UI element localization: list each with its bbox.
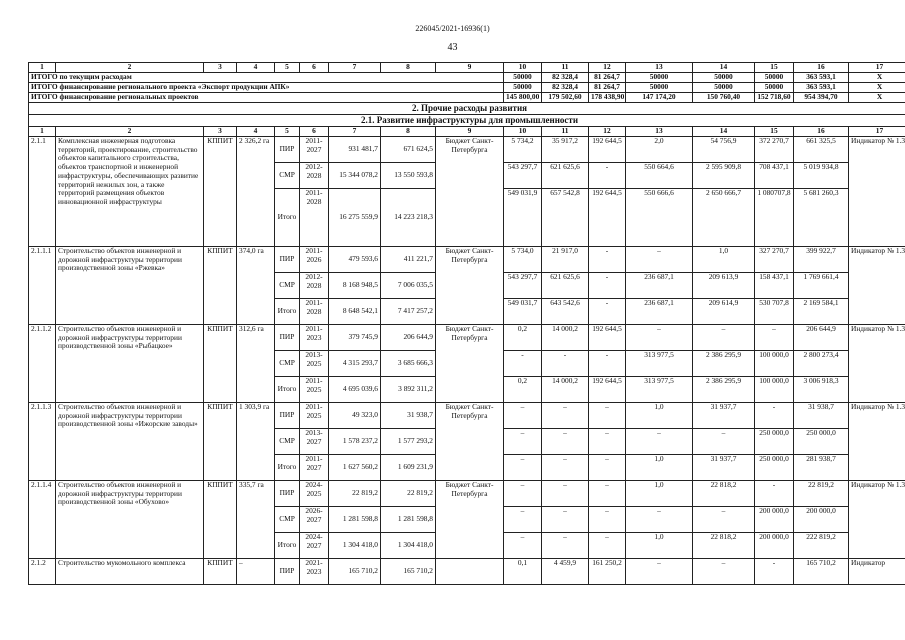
stage-value: 158 437,1 <box>755 273 794 299</box>
stage-value: 22 819,2 <box>794 481 849 507</box>
row-source: Бюджет Санкт-Петербурга <box>436 481 504 559</box>
stage-total-cost: 1 627 560,2 <box>329 455 381 481</box>
stage-value: 192 644,5 <box>589 377 626 403</box>
stage-type: Итого <box>275 299 300 325</box>
stage-type: ПИР <box>275 137 300 163</box>
row-source: Бюджет Санкт-Петербурга <box>436 403 504 481</box>
column-number: 12 <box>589 63 626 73</box>
column-number: 15 <box>755 63 794 73</box>
stage-type: СМР <box>275 351 300 377</box>
stage-value: – <box>626 429 693 455</box>
stage-value: - <box>504 351 542 377</box>
stage-total-cost: 379 745,9 <box>329 325 381 351</box>
stage-value: 2,0 <box>626 137 693 163</box>
stage-value: - <box>589 247 626 273</box>
row-organization: КППИТ <box>204 481 237 559</box>
stage-value: 2 169 584,1 <box>794 299 849 325</box>
column-number: 8 <box>381 127 436 137</box>
stage-remaining-cost: 14 223 218,3 <box>381 189 436 247</box>
stage-value: 31 938,7 <box>794 403 849 429</box>
stage-type: ПИР <box>275 403 300 429</box>
row-indicator: Индикатор № 1.3 <box>849 325 905 403</box>
stage-value: 100 000,0 <box>755 377 794 403</box>
summary-value: 954 394,70 <box>794 93 849 103</box>
stage-value: 621 625,6 <box>542 273 589 299</box>
row-organization: КППИТ <box>204 559 237 585</box>
stage-value: 14 000,2 <box>542 377 589 403</box>
column-number: 7 <box>329 127 381 137</box>
stage-value: – <box>504 533 542 559</box>
column-number: 1 <box>29 63 56 73</box>
stage-total-cost: 1 304 418,0 <box>329 533 381 559</box>
summary-value: 81 264,7 <box>589 83 626 93</box>
stage-value: – <box>589 481 626 507</box>
stage-value: 200 000,0 <box>755 507 794 533</box>
summary-value: 178 438,90 <box>589 93 626 103</box>
stage-value: – <box>693 429 755 455</box>
stage-value: 250 000,0 <box>755 455 794 481</box>
summary-value: 50000 <box>504 83 542 93</box>
stage-value: 31 937,7 <box>693 403 755 429</box>
stage-remaining-cost: 7 006 035,5 <box>381 273 436 299</box>
column-number: 5 <box>275 63 300 73</box>
stage-value: 1,0 <box>626 455 693 481</box>
row-name: Строительство объектов инженерной и дорожной инфраструктуры территории производственной зоны «Ижорские заводы» <box>56 403 204 481</box>
column-number: 5 <box>275 127 300 137</box>
column-number: 4 <box>237 127 275 137</box>
stage-type: Итого <box>275 189 300 247</box>
stage-type: Итого <box>275 455 300 481</box>
document-number: 226045/2021-16936(1) <box>415 24 490 33</box>
row-name: Комплексная инженерная подготовка территорий, проектирование, строительство объектов капитального строительства, объектов транспортной и инженерной инфраструктуры, обеспечивающих развитие территорий нежилых зон, а также территорий размещения объектов инновационной инфраструктуры <box>56 137 204 247</box>
summary-label: ИТОГО по текущим расходам <box>29 73 504 83</box>
stage-remaining-cost: 1 609 231,9 <box>381 455 436 481</box>
stage-value: 549 031,7 <box>504 299 542 325</box>
stage-value: – <box>504 481 542 507</box>
stage-value: 209 613,9 <box>693 273 755 299</box>
row-indicator: Индикатор № 1.3 <box>849 247 905 325</box>
stage-value: 5 734,2 <box>504 137 542 163</box>
stage-value: 621 625,6 <box>542 163 589 189</box>
row-indicator: Индикатор № 1.3 <box>849 137 905 247</box>
stage-total-cost: 15 344 078,2 <box>329 163 381 189</box>
stage-remaining-cost: 671 624,5 <box>381 137 436 163</box>
column-number: 9 <box>436 63 504 73</box>
subsection-title: 2.1. Развитие инфраструктуры для промышленности <box>29 115 905 127</box>
stage-value: – <box>589 507 626 533</box>
summary-value: 363 593,1 <box>794 83 849 93</box>
stage-value: – <box>626 247 693 273</box>
stage-type: СМР <box>275 163 300 189</box>
table-row <box>29 137 905 163</box>
table-row <box>29 325 905 351</box>
summary-label: ИТОГО финансирование регионального проекта «Экспорт продукции АПК» <box>29 83 504 93</box>
column-number: 10 <box>504 63 542 73</box>
stage-value: - <box>589 351 626 377</box>
stage-value: - <box>589 163 626 189</box>
column-number: 17 <box>849 63 905 73</box>
summary-value: 150 760,40 <box>693 93 755 103</box>
stage-remaining-cost: 31 938,7 <box>381 403 436 429</box>
stage-period: 2011-2026 <box>300 247 329 273</box>
stage-type: ПИР <box>275 247 300 273</box>
row-area: 374,0 га <box>237 247 275 325</box>
stage-value: 708 437,1 <box>755 163 794 189</box>
summary-value: 50000 <box>626 83 693 93</box>
table-row <box>29 481 905 507</box>
stage-value: 3 006 918,3 <box>794 377 849 403</box>
page-number: 43 <box>447 42 458 53</box>
column-number: 13 <box>626 63 693 73</box>
stage-value: 2 386 295,9 <box>693 377 755 403</box>
row-organization: КППИТ <box>204 403 237 481</box>
stage-value: – <box>589 455 626 481</box>
stage-type: СМР <box>275 507 300 533</box>
stage-remaining-cost: 206 644,9 <box>381 325 436 351</box>
stage-value: – <box>504 429 542 455</box>
stage-total-cost: 479 593,6 <box>329 247 381 273</box>
summary-row <box>29 73 905 83</box>
stage-value: 192 644,5 <box>589 325 626 351</box>
stage-value: 1,0 <box>626 481 693 507</box>
stage-total-cost: 22 819,2 <box>329 481 381 507</box>
stage-period: 2011-2028 <box>300 189 329 247</box>
stage-value: 643 542,6 <box>542 299 589 325</box>
row-area: 1 303,9 га <box>237 403 275 481</box>
stage-value: 161 250,2 <box>589 559 626 585</box>
stage-value: 313 977,5 <box>626 377 693 403</box>
stage-type: ПИР <box>275 481 300 507</box>
stage-value: 5 019 934,8 <box>794 163 849 189</box>
stage-value: 35 917,2 <box>542 137 589 163</box>
column-number: 11 <box>542 127 589 137</box>
row-number: 2.1.1 <box>29 137 56 247</box>
stage-value: - <box>755 403 794 429</box>
summary-value: 82 328,4 <box>542 73 589 83</box>
column-number: 1 <box>29 127 56 137</box>
row-name: Строительство объектов инженерной и дорожной инфраструктуры территории производственной зоны «Обухово» <box>56 481 204 559</box>
stage-value: 5 734,0 <box>504 247 542 273</box>
stage-value: 222 819,2 <box>794 533 849 559</box>
stage-value: 0,2 <box>504 377 542 403</box>
stage-value: 399 922,7 <box>794 247 849 273</box>
column-number: 3 <box>204 127 237 137</box>
stage-value: 1 080707,8 <box>755 189 794 247</box>
stage-remaining-cost: 7 417 257,2 <box>381 299 436 325</box>
stage-period: 2011-2027 <box>300 137 329 163</box>
stage-value: 661 325,5 <box>794 137 849 163</box>
stage-value: 0,1 <box>504 559 542 585</box>
row-area: – <box>237 559 275 585</box>
stage-total-cost: 8 168 948,5 <box>329 273 381 299</box>
stage-value: 281 938,7 <box>794 455 849 481</box>
stage-type: Итого <box>275 377 300 403</box>
stage-value: 206 644,9 <box>794 325 849 351</box>
stage-total-cost: 4 695 039,6 <box>329 377 381 403</box>
summary-value: 82 328,4 <box>542 83 589 93</box>
stage-value: 657 542,8 <box>542 189 589 247</box>
stage-period: 2011-2023 <box>300 325 329 351</box>
row-organization: КППИТ <box>204 137 237 247</box>
stage-value: 1,0 <box>693 247 755 273</box>
stage-value: - <box>589 273 626 299</box>
stage-value: 236 687,1 <box>626 299 693 325</box>
summary-mark: X <box>849 73 905 83</box>
column-number: 3 <box>204 63 237 73</box>
stage-total-cost: 931 481,7 <box>329 137 381 163</box>
stage-value: 4 459,9 <box>542 559 589 585</box>
stage-value: 0,2 <box>504 325 542 351</box>
stage-value: – <box>626 325 693 351</box>
stage-value: 543 297,7 <box>504 273 542 299</box>
stage-value: 2 650 666,7 <box>693 189 755 247</box>
section-title: 2. Прочие расходы развития <box>29 103 905 115</box>
table-row <box>29 559 905 585</box>
stage-value: 54 756,9 <box>693 137 755 163</box>
stage-value: 1,0 <box>626 403 693 429</box>
stage-value: – <box>542 533 589 559</box>
stage-value: – <box>504 455 542 481</box>
stage-value: – <box>542 507 589 533</box>
stage-value: 22 818,2 <box>693 533 755 559</box>
summary-label: ИТОГО финансирование региональных проектов <box>29 93 504 103</box>
stage-remaining-cost: 1 304 418,0 <box>381 533 436 559</box>
column-number: 17 <box>849 127 905 137</box>
stage-total-cost: 49 323,0 <box>329 403 381 429</box>
stage-value: 2 800 273,4 <box>794 351 849 377</box>
stage-value: – <box>626 559 693 585</box>
row-area: 312,6 га <box>237 325 275 403</box>
summary-value: 81 264,7 <box>589 73 626 83</box>
stage-total-cost: 8 648 542,1 <box>329 299 381 325</box>
stage-remaining-cost: 3 892 311,2 <box>381 377 436 403</box>
row-indicator: Индикатор <box>849 559 905 585</box>
row-number: 2.1.1.1 <box>29 247 56 325</box>
stage-period: 2013-2025 <box>300 351 329 377</box>
stage-type: СМР <box>275 429 300 455</box>
stage-type: СМР <box>275 273 300 299</box>
stage-remaining-cost: 13 550 593,8 <box>381 163 436 189</box>
stage-period: 2026-2027 <box>300 507 329 533</box>
row-source: Бюджет Санкт-Петербурга <box>436 247 504 325</box>
budget-table <box>28 62 905 585</box>
stage-value: – <box>693 507 755 533</box>
stage-remaining-cost: 1 577 293,2 <box>381 429 436 455</box>
stage-value: 192 644,5 <box>589 137 626 163</box>
stage-value: 14 000,2 <box>542 325 589 351</box>
stage-type: Итого <box>275 533 300 559</box>
stage-value: 543 297,7 <box>504 163 542 189</box>
column-number: 2 <box>56 127 204 137</box>
stage-value: 209 614,9 <box>693 299 755 325</box>
stage-value: - <box>542 351 589 377</box>
subsection-row <box>29 115 905 127</box>
stage-value: 100 000,0 <box>755 351 794 377</box>
column-number: 6 <box>300 63 329 73</box>
summary-value: 145 800,00 <box>504 93 542 103</box>
column-number: 16 <box>794 63 849 73</box>
stage-value: 165 710,2 <box>794 559 849 585</box>
column-number-row-repeat <box>29 127 905 137</box>
stage-total-cost: 165 710,2 <box>329 559 381 585</box>
row-source: Бюджет Санкт-Петербурга <box>436 137 504 247</box>
stage-value: 31 937,7 <box>693 455 755 481</box>
summary-row <box>29 83 905 93</box>
stage-value: 372 270,7 <box>755 137 794 163</box>
stage-type: ПИР <box>275 325 300 351</box>
column-number: 2 <box>56 63 204 73</box>
column-number: 6 <box>300 127 329 137</box>
column-number: 12 <box>589 127 626 137</box>
row-number: 2.1.1.3 <box>29 403 56 481</box>
column-number: 4 <box>237 63 275 73</box>
stage-value: 200 000,0 <box>794 507 849 533</box>
row-name: Строительство объектов инженерной и дорожной инфраструктуры территории производственной зоны «Ржевка» <box>56 247 204 325</box>
column-number: 9 <box>436 127 504 137</box>
summary-value: 50000 <box>693 83 755 93</box>
column-number: 7 <box>329 63 381 73</box>
summary-value: 50000 <box>626 73 693 83</box>
stage-period: 2011-2028 <box>300 299 329 325</box>
row-number: 2.1.1.2 <box>29 325 56 403</box>
stage-period: 2013-2027 <box>300 429 329 455</box>
stage-value: – <box>504 507 542 533</box>
stage-value: 313 977,5 <box>626 351 693 377</box>
summary-mark: X <box>849 83 905 93</box>
stage-remaining-cost: 1 281 598,8 <box>381 507 436 533</box>
stage-value: – <box>626 507 693 533</box>
row-organization: КППИТ <box>204 247 237 325</box>
stage-value: 250 000,0 <box>755 429 794 455</box>
stage-total-cost: 1 281 598,8 <box>329 507 381 533</box>
row-organization: КППИТ <box>204 325 237 403</box>
stage-remaining-cost: 3 685 666,3 <box>381 351 436 377</box>
stage-type: ПИР <box>275 559 300 585</box>
row-source: Бюджет Санкт-Петербурга <box>436 325 504 403</box>
summary-row <box>29 93 905 103</box>
stage-value: – <box>755 325 794 351</box>
stage-value: 327 270,7 <box>755 247 794 273</box>
row-name: Строительство объектов инженерной и дорожной инфраструктуры территории производственной зоны «Рыбацкое» <box>56 325 204 403</box>
column-number: 14 <box>693 63 755 73</box>
section-row <box>29 103 905 115</box>
table-row <box>29 403 905 429</box>
stage-period: 2021-2023 <box>300 559 329 585</box>
stage-period: 2012-2028 <box>300 273 329 299</box>
stage-value: 192 644,5 <box>589 189 626 247</box>
stage-value: – <box>589 533 626 559</box>
stage-period: 2011-2025 <box>300 403 329 429</box>
summary-value: 50000 <box>504 73 542 83</box>
stage-value: 550 666,6 <box>626 189 693 247</box>
row-name: Строительство мукомольного комплекса <box>56 559 204 585</box>
column-number: 10 <box>504 127 542 137</box>
summary-value: 147 174,20 <box>626 93 693 103</box>
row-source <box>436 559 504 585</box>
summary-value: 50000 <box>693 73 755 83</box>
column-number: 11 <box>542 63 589 73</box>
stage-value: 22 818,2 <box>693 481 755 507</box>
stage-value: 250 000,0 <box>794 429 849 455</box>
summary-value: 179 502,60 <box>542 93 589 103</box>
stage-total-cost: 1 578 237,2 <box>329 429 381 455</box>
column-number: 15 <box>755 127 794 137</box>
row-number: 2.1.1.4 <box>29 481 56 559</box>
summary-mark: X <box>849 93 905 103</box>
column-number: 14 <box>693 127 755 137</box>
stage-value: 550 664,6 <box>626 163 693 189</box>
row-area: 2 326,2 га <box>237 137 275 247</box>
stage-period: 2011-2025 <box>300 377 329 403</box>
stage-value: - <box>589 299 626 325</box>
stage-value: – <box>589 429 626 455</box>
stage-value: – <box>542 429 589 455</box>
stage-value: 530 707,8 <box>755 299 794 325</box>
stage-value: – <box>542 455 589 481</box>
stage-value: 1,0 <box>626 533 693 559</box>
stage-value: - <box>755 481 794 507</box>
stage-value: 5 681 260,3 <box>794 189 849 247</box>
stage-value: 1 769 661,4 <box>794 273 849 299</box>
table-row <box>29 247 905 273</box>
row-indicator: Индикатор № 1.3 <box>849 403 905 481</box>
stage-value: – <box>589 403 626 429</box>
stage-period: 2024-2025 <box>300 481 329 507</box>
stage-value: 2 595 909,8 <box>693 163 755 189</box>
stage-period: 2011-2027 <box>300 455 329 481</box>
summary-value: 152 718,60 <box>755 93 794 103</box>
stage-value: 236 687,1 <box>626 273 693 299</box>
row-area: 335,7 га <box>237 481 275 559</box>
column-number-row <box>29 63 905 73</box>
summary-value: 50000 <box>755 83 794 93</box>
stage-value: 549 031,9 <box>504 189 542 247</box>
stage-value: 2 386 295,9 <box>693 351 755 377</box>
stage-value: – <box>504 403 542 429</box>
column-number: 13 <box>626 127 693 137</box>
stage-total-cost: 16 275 559,9 <box>329 189 381 247</box>
stage-value: – <box>693 559 755 585</box>
stage-remaining-cost: 411 221,7 <box>381 247 436 273</box>
stage-period: 2024-2027 <box>300 533 329 559</box>
stage-value: 21 917,0 <box>542 247 589 273</box>
row-indicator: Индикатор № 1.3 <box>849 481 905 559</box>
stage-period: 2012-2028 <box>300 163 329 189</box>
stage-value: – <box>542 403 589 429</box>
column-number: 16 <box>794 127 849 137</box>
stage-remaining-cost: 165 710,2 <box>381 559 436 585</box>
column-number: 8 <box>381 63 436 73</box>
stage-total-cost: 4 315 293,7 <box>329 351 381 377</box>
summary-value: 50000 <box>755 73 794 83</box>
stage-value: – <box>542 481 589 507</box>
stage-value: 200 000,0 <box>755 533 794 559</box>
row-number: 2.1.2 <box>29 559 56 585</box>
stage-value: - <box>755 559 794 585</box>
stage-value: – <box>693 325 755 351</box>
summary-value: 363 593,1 <box>794 73 849 83</box>
stage-remaining-cost: 22 819,2 <box>381 481 436 507</box>
